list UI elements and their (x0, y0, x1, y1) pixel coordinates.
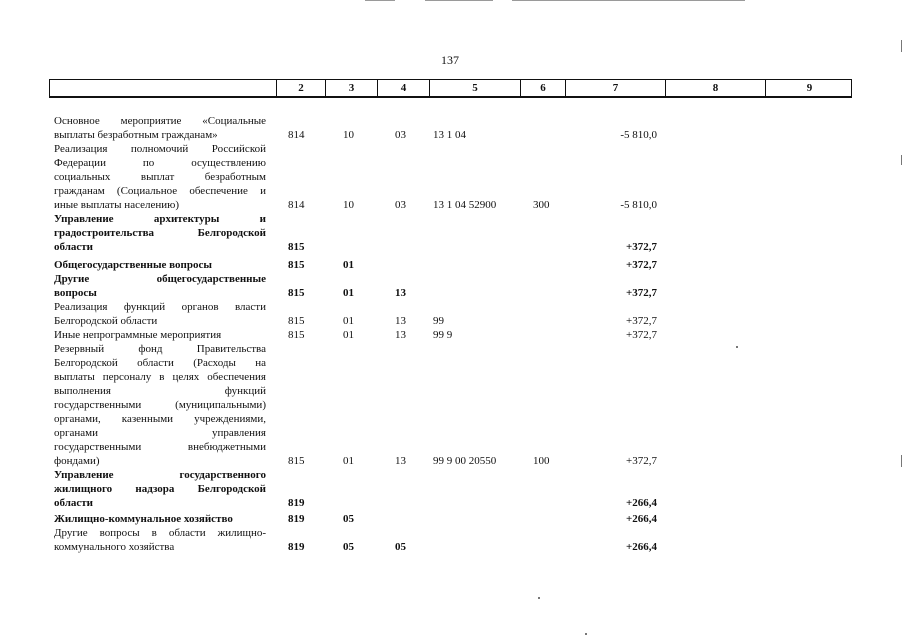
chapter-code: 815 (288, 329, 305, 341)
description-line: Белгородской области (54, 315, 158, 327)
description-line: органами, казенными учреждениями, (54, 413, 266, 425)
amount-value: +372,7 (625, 241, 657, 253)
row-description (54, 212, 266, 254)
description-line: Другие вопросы в области жилищно- (54, 527, 266, 539)
description-line: Общегосударственные вопросы (54, 259, 212, 271)
description-line: Белгородской области (Расходы на (54, 357, 266, 369)
row-description (54, 512, 266, 526)
description-line: области (54, 497, 94, 509)
table-header (49, 79, 852, 98)
scan-speck (901, 40, 902, 52)
target-article-code: 99 (433, 315, 444, 327)
section-code: 01 (343, 329, 354, 341)
scan-speck (538, 597, 540, 599)
amount-value: -5 810,0 (620, 199, 657, 211)
expense-type-code: 100 (533, 455, 550, 467)
subsection-code: 03 (395, 129, 406, 141)
header-col-8: 8 (665, 80, 765, 97)
section-code: 01 (343, 287, 354, 299)
header-col-6: 6 (520, 80, 565, 97)
description-line: градостроительства Белгородской (54, 227, 266, 239)
amount-value: +372,7 (625, 287, 657, 299)
amount-value: +266,4 (625, 497, 657, 509)
section-code: 05 (343, 541, 354, 553)
description-line: области (54, 241, 94, 253)
amount-value: +266,4 (625, 541, 657, 553)
chapter-code: 814 (288, 199, 305, 211)
description-line: жилищного надзора Белгородской (54, 483, 266, 495)
section-code: 05 (343, 513, 354, 525)
chapter-code: 815 (288, 259, 305, 271)
description-line: Федерации по осуществлению (54, 157, 266, 169)
chapter-code: 815 (288, 455, 305, 467)
section-code: 01 (343, 315, 354, 327)
description-line: Управление архитектуры и (54, 213, 266, 225)
section-code: 10 (343, 129, 354, 141)
description-line: коммунального хозяйства (54, 541, 175, 553)
amount-value: +372,7 (626, 315, 657, 327)
target-article-code: 13 1 04 (433, 129, 466, 141)
row-description (54, 342, 266, 468)
header-col-2: 2 (276, 80, 325, 97)
description-line: выполнения функций (54, 385, 266, 397)
chapter-code: 815 (288, 287, 305, 299)
row-description (54, 258, 266, 272)
target-article-code: 13 1 04 52900 (433, 199, 497, 211)
amount-value: +372,7 (626, 455, 657, 467)
row-description (54, 272, 266, 300)
header-col-3: 3 (325, 80, 377, 97)
description-line: Другие общегосударственные (54, 273, 266, 285)
header-col-4: 4 (377, 80, 429, 97)
subsection-code: 13 (395, 287, 406, 299)
description-line: выплаты безработным гражданам» (54, 129, 218, 141)
description-line: иные выплаты населению) (54, 199, 179, 211)
amount-value: +372,7 (626, 329, 657, 341)
target-article-code: 99 9 (433, 329, 453, 341)
description-line: органами управления (54, 427, 266, 439)
scan-speck (585, 633, 587, 635)
subsection-code: 05 (395, 541, 406, 553)
header-col-5: 5 (429, 80, 520, 97)
scan-speck (901, 455, 902, 467)
page-number: 137 (441, 53, 459, 67)
description-line: государственными внебюджетными (54, 441, 266, 453)
subsection-code: 13 (395, 455, 406, 467)
subsection-code: 03 (395, 199, 406, 211)
description-line: выплаты персоналу в целях обеспечения (54, 371, 266, 383)
description-line: вопросы (54, 287, 97, 299)
chapter-code: 819 (288, 513, 305, 525)
description-line: Основное мероприятие «Социальные (54, 115, 266, 127)
row-description (54, 526, 266, 554)
section-code: 01 (343, 455, 354, 467)
description-line: Управление государственного (54, 469, 266, 481)
chapter-code: 815 (288, 315, 305, 327)
description-line: Жилищно-коммунальное хозяйство (54, 513, 233, 525)
description-line: Реализация функций органов власти (54, 301, 266, 313)
amount-value: +372,7 (625, 259, 657, 271)
header-col-9: 9 (765, 80, 853, 97)
header-col-7: 7 (565, 80, 665, 97)
scan-speck (901, 155, 902, 165)
amount-value: +266,4 (625, 513, 657, 525)
top-rule-left (365, 0, 395, 1)
row-description (54, 114, 266, 142)
section-code: 10 (343, 199, 354, 211)
scan-speck (736, 346, 738, 348)
description-line: Реализация полномочий Российской (54, 143, 266, 155)
row-description (54, 300, 266, 328)
row-description (54, 142, 266, 212)
subsection-code: 13 (395, 329, 406, 341)
description-line: фондами) (54, 455, 100, 467)
section-code: 01 (343, 259, 354, 271)
description-line: Резервный фонд Правительства (54, 343, 266, 355)
expense-type-code: 300 (533, 199, 550, 211)
chapter-code: 814 (288, 129, 305, 141)
header-col-1 (50, 80, 276, 97)
description-line: государственными (муниципальными) (54, 399, 266, 411)
row-description (54, 468, 266, 510)
target-article-code: 99 9 00 20550 (433, 455, 497, 467)
description-line: Иные непрограммные мероприятия (54, 329, 222, 341)
description-line: социальных выплат безработным (54, 171, 266, 183)
chapter-code: 819 (288, 497, 305, 509)
subsection-code: 13 (395, 315, 406, 327)
top-rule-right (512, 0, 745, 1)
chapter-code: 819 (288, 541, 305, 553)
chapter-code: 815 (288, 241, 305, 253)
description-line: гражданам (Социальное обеспечение и (54, 185, 266, 197)
top-rule-mid (425, 0, 493, 1)
row-description (54, 328, 266, 342)
amount-value: -5 810,0 (620, 129, 657, 141)
